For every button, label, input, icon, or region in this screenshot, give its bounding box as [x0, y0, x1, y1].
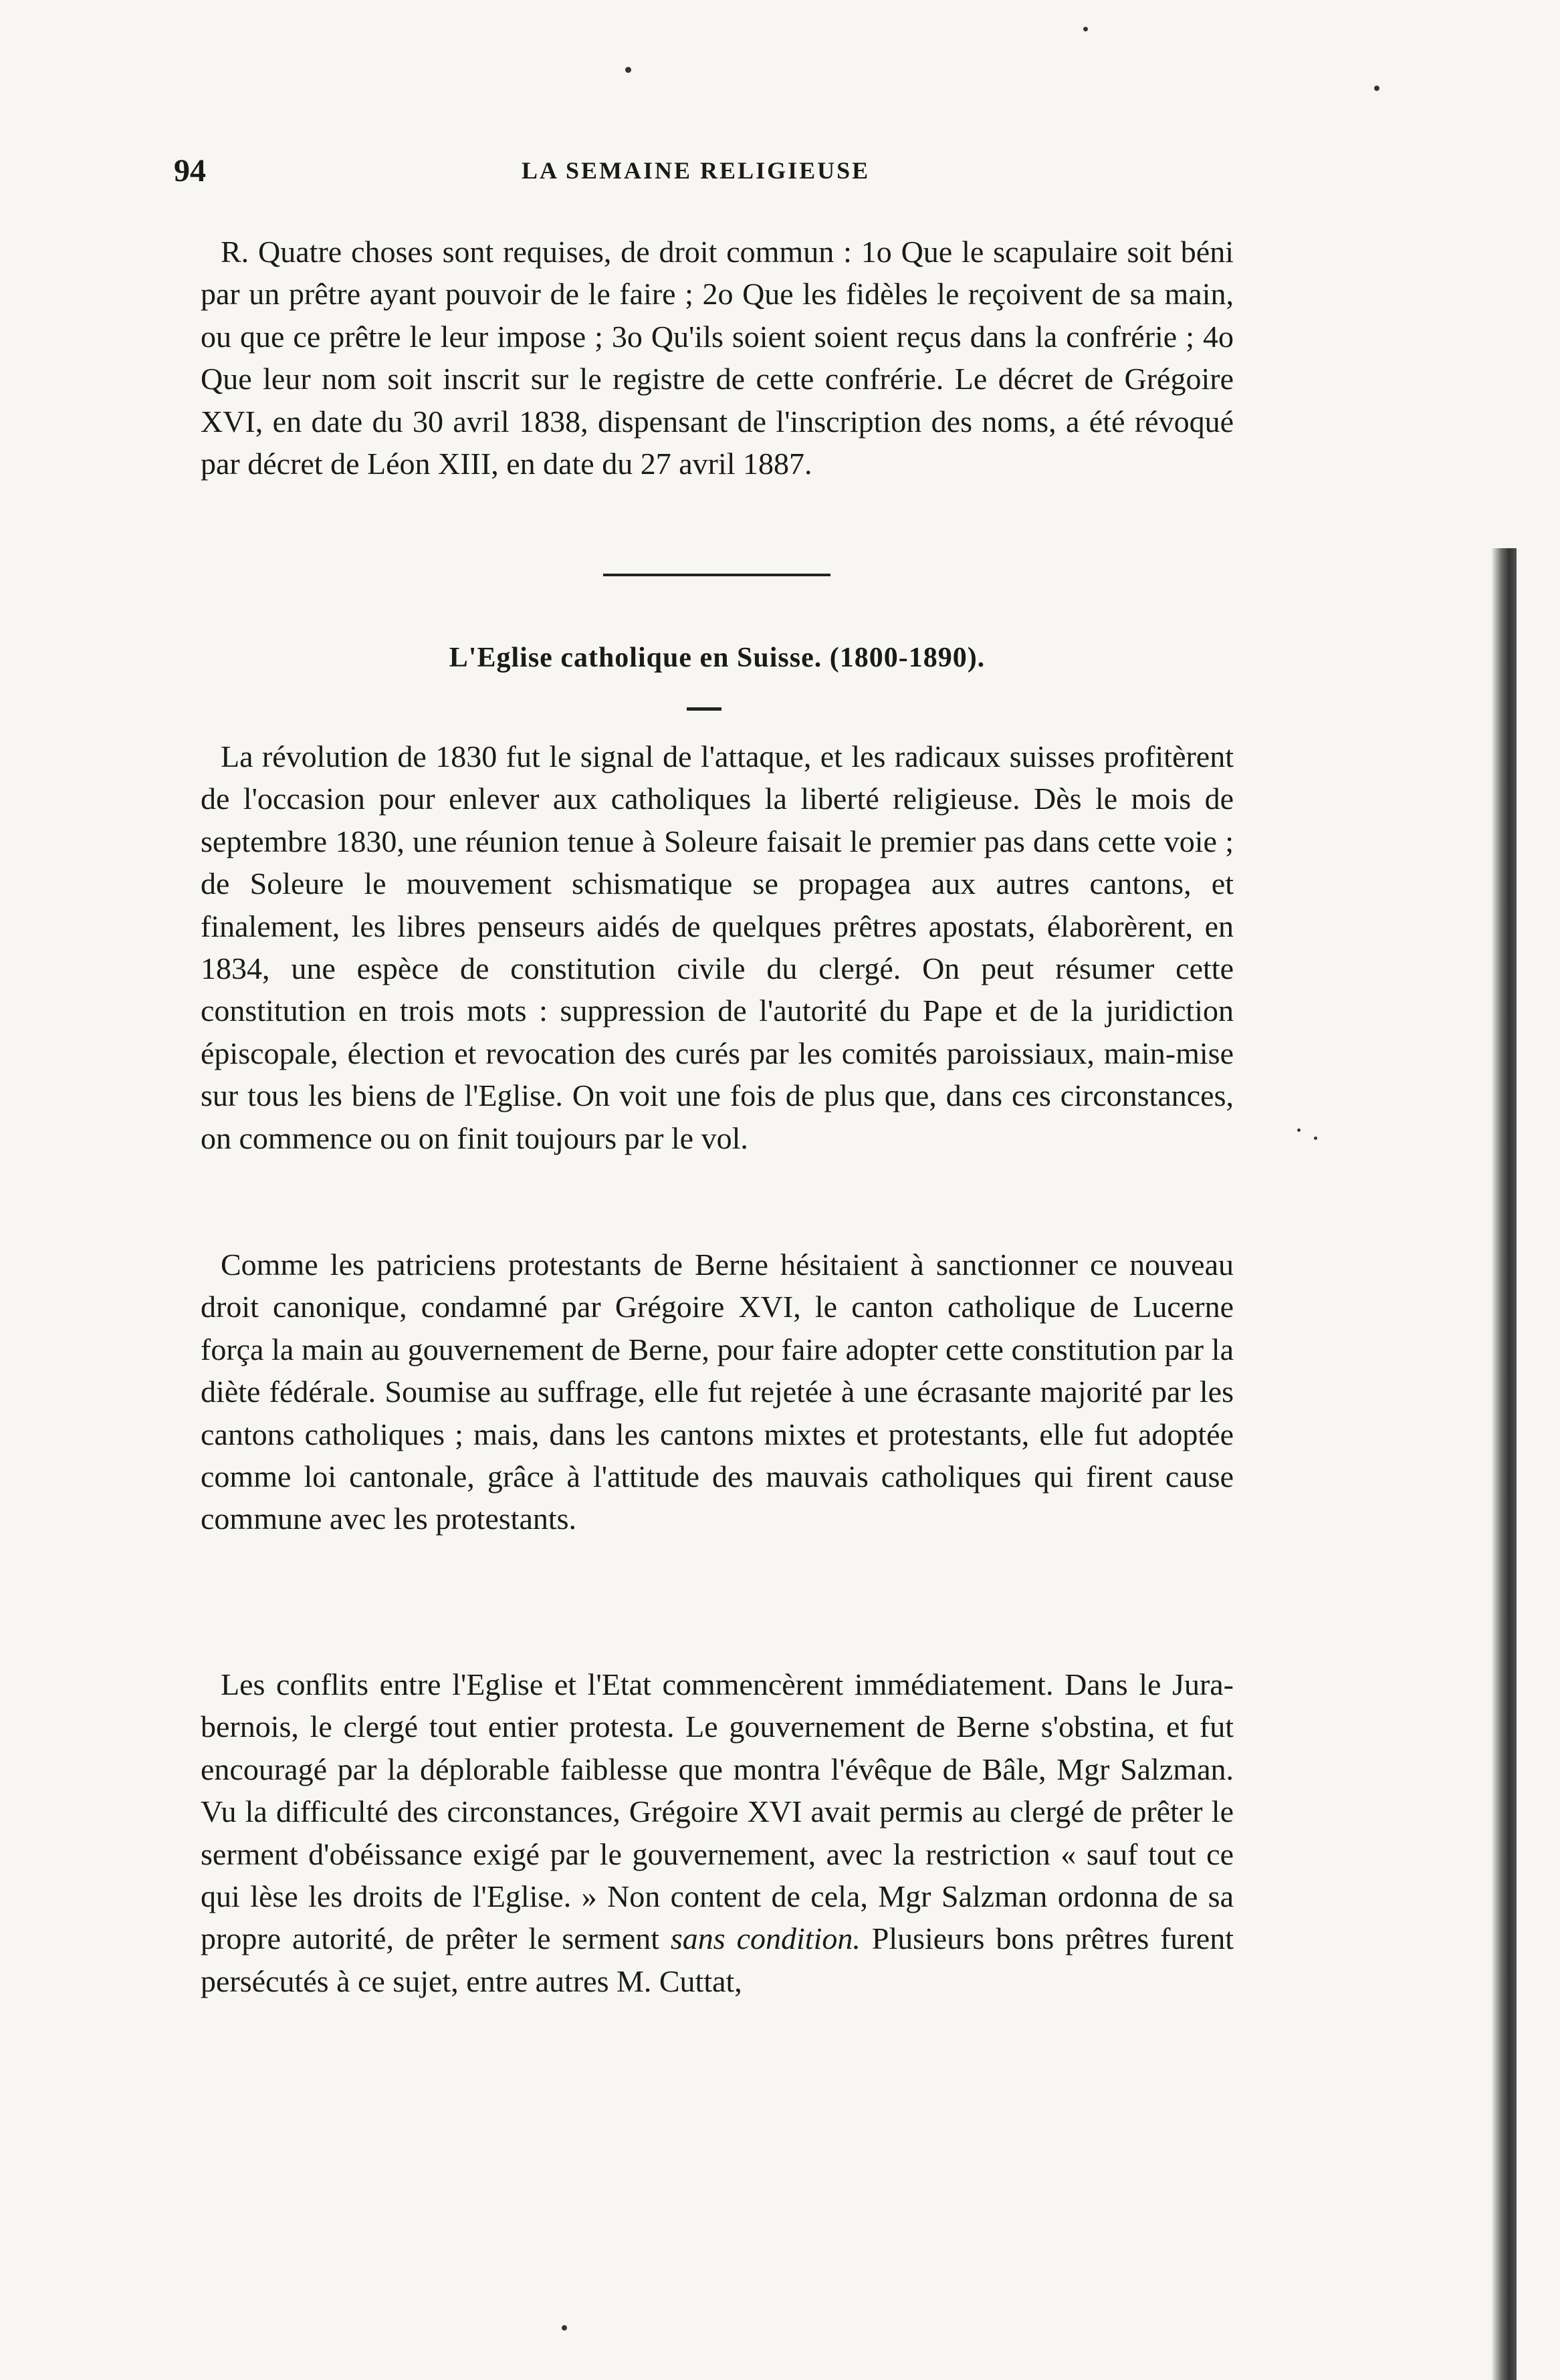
scan-speck — [625, 67, 631, 73]
paragraph-conflicts-text: Les conflits entre l'Eglise et l'Etat commencèrent immédiatement. Dans le Jura-bernois, le clergé tout entier protesta. Le gouvernement de Berne s'obstina, et fut encouragé par la déplorable faiblesse que montra l'évêque de Bâle, Mgr Salzman. Vu la difficulté des circonstances, Grégoire XVI avait permis au clergé de prêter le serment d'obéissance exigé par le gouvernement, avec la restriction « sauf tout ce qui lèse les droits de l'Eglise. » Non content de cela, Mgr Salzman ordonna de sa propre autorité, de prêter le serment — [201, 1667, 1234, 1956]
scan-speck — [1083, 27, 1088, 31]
emphasis-sans-condition: sans condition. — [670, 1921, 861, 1956]
paragraph-conflicts — [201, 1663, 1234, 2002]
answer-paragraph: R. Quatre choses sont requises, de droit commun : 1o Que le scapulaire soit béni par un prêtre ayant pouvoir de le faire ; 2o Que les fidèles le reçoivent de sa main, ou que ce prêtre le leur impose ; 3o Qu'ils soient soient reçus dans la confrérie ; 4o Que leur nom soit inscrit sur le registre de cette confrérie. Le décret de Grégoire XVI, en date du 30 avril 1838, dispensant de l'inscription des noms, a été révoqué par décret de Léon XIII, en date du 27 avril 1887. — [201, 235, 1234, 481]
scan-speck — [1314, 1137, 1317, 1140]
running-title: LA SEMAINE RELIGIEUSE — [522, 157, 871, 184]
paragraph-berne: Comme les patriciens protestants de Berne hésitaient à sanctionner ce nouveau droit canonique, condamné par Grégoire XVI, le canton catholique de Lucerne força la main au gouvernement de Berne, pour faire adopter cette constitution par la diète fédérale. Soumise au suffrage, elle fut rejetée à une écrasante majorité par les cantons catholiques ; mais, dans les cantons mixtes et protestants, elle fut adoptée comme loi cantonale, grâce à l'attitude des mauvais catholiques qui firent cause commune avec les protestants. — [201, 1247, 1234, 1536]
paragraph-conflicts-end: Plusieurs bons prêtres furent persécutés à ce sujet, entre autres M. Cuttat, — [201, 1921, 1234, 1998]
section-title: L'Eglise catholique en Suisse. (1800-1890). — [449, 642, 986, 673]
scan-speck — [1374, 86, 1379, 91]
section-divider — [603, 574, 830, 576]
scan-speck — [1297, 1128, 1301, 1132]
title-underline — [687, 707, 721, 711]
page-number: 94 — [174, 153, 206, 189]
page-header — [174, 152, 1244, 193]
paragraph-revolution: La révolution de 1830 fut le signal de l'attaque, et les radicaux suisses profitèrent de l'occasion pour enlever aux catholiques la liberté religieuse. Dès le mois de septembre 1830, une réunion tenue à Soleure faisait le premier pas dans cette voie ; de Soleure le mouvement schismatique se propagea aux autres cantons, et finalement, les libres penseurs aidés de quelques prêtres apostats, élaborèrent, en 1834, une espèce de constitution civile du clergé. On peut résumer cette constitution en trois mots : suppression de l'autorité du Pape et de la juridiction épiscopale, élection et revocation des curés par les comités paroissiaux, main-mise sur tous les biens de l'Eglise. On voit une fois de plus que, dans ces circonstances, on commence ou on finit toujours par le vol. — [201, 739, 1234, 1155]
scan-speck — [562, 2325, 567, 2331]
page-edge-shadow — [1491, 548, 1517, 2380]
